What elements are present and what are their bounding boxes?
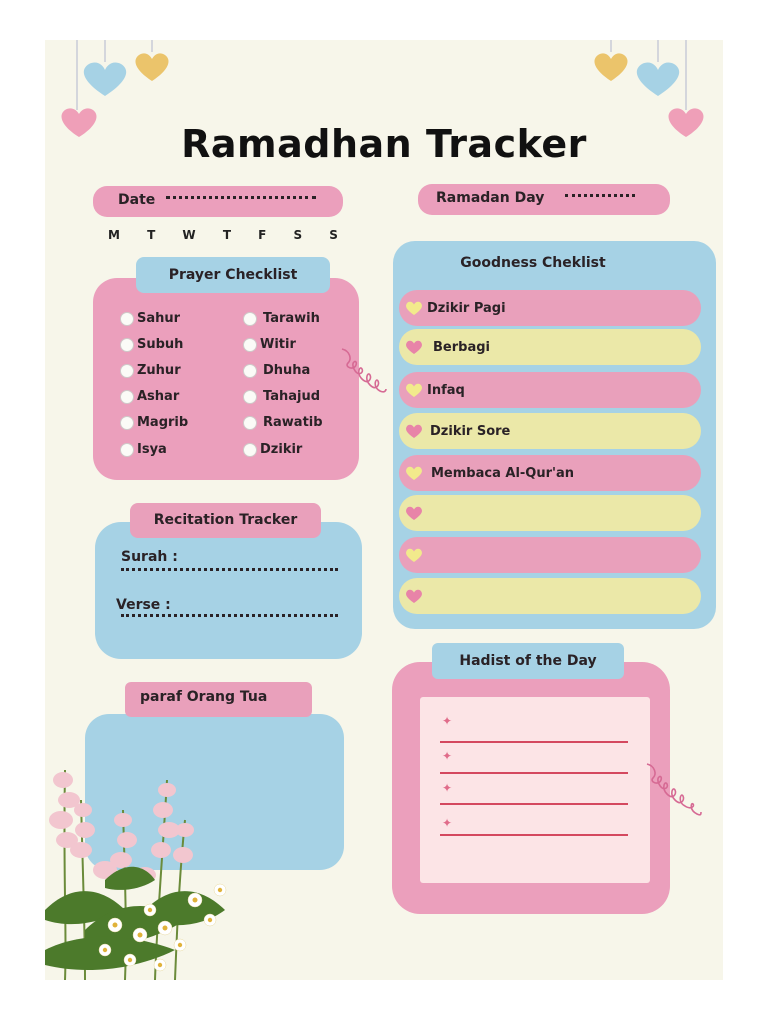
verse-label: Verse : [116, 597, 171, 613]
sparkle-icon: ✦ [442, 714, 453, 728]
radio-button[interactable] [243, 390, 257, 404]
heart-icon [405, 465, 423, 481]
weekday-sat[interactable]: S [293, 228, 303, 242]
heart-icon [405, 300, 423, 316]
radio-button[interactable] [243, 312, 257, 326]
ramadan-day-label: Ramadan Day [436, 190, 545, 206]
weekday-mon[interactable]: M [108, 228, 120, 242]
weekday-thu[interactable]: T [222, 228, 231, 242]
sparkle-icon: ✦ [442, 781, 453, 795]
radio-button[interactable] [243, 443, 257, 457]
radio-button[interactable] [120, 364, 134, 378]
goodness-checklist-heading: Goodness Cheklist [460, 255, 606, 271]
radio-button[interactable] [243, 364, 257, 378]
prayer-item-rawatib[interactable]: Rawatib [243, 415, 323, 430]
squiggle-decoration [645, 760, 703, 820]
surah-label: Surah : [121, 549, 178, 565]
goodness-item-label: Infaq [427, 382, 465, 398]
goodness-item[interactable] [399, 578, 701, 614]
radio-button[interactable] [120, 443, 134, 457]
prayer-item-subuh[interactable]: Subuh [120, 337, 183, 352]
weekday-fri[interactable]: F [258, 228, 267, 242]
heart-icon [405, 339, 423, 355]
goodness-item[interactable] [399, 495, 701, 531]
goodness-item[interactable] [399, 455, 701, 491]
heart-icon [405, 505, 423, 521]
weekday-wed[interactable]: W [182, 228, 196, 242]
goodness-item-label: Membaca Al-Qur'an [431, 465, 575, 481]
goodness-item[interactable] [399, 413, 701, 449]
ramadan-day-field[interactable] [418, 184, 670, 215]
goodness-item[interactable] [399, 329, 701, 365]
hadist-note-paper[interactable] [420, 697, 650, 883]
page-title: Ramadhan Tracker [181, 122, 587, 166]
heart-icon [405, 588, 423, 604]
hadist-write-line [440, 834, 628, 836]
goodness-item[interactable] [399, 290, 701, 326]
hadist-write-line [440, 803, 628, 805]
prayer-item-witir[interactable]: Witir [243, 337, 296, 352]
radio-button[interactable] [120, 312, 134, 326]
radio-button[interactable] [120, 338, 134, 352]
radio-button[interactable] [243, 416, 257, 430]
weekday-sun[interactable]: S [329, 228, 338, 242]
heart-icon [405, 382, 423, 398]
squiggle-decoration [340, 345, 388, 397]
prayer-item-magrib[interactable]: Magrib [120, 415, 188, 430]
verse-input-line[interactable] [121, 614, 338, 617]
date-dotted-line [166, 196, 316, 199]
weekday-tue[interactable]: T [147, 228, 156, 242]
radio-button[interactable] [120, 416, 134, 430]
radio-button[interactable] [120, 390, 134, 404]
hadist-heading: Hadist of the Day [432, 643, 624, 679]
prayer-item-dzikir[interactable]: Dzikir [243, 442, 302, 457]
surah-input-line[interactable] [121, 568, 338, 571]
flower-bouquet-decoration [45, 760, 235, 980]
goodness-item-label: Dzikir Sore [430, 423, 511, 439]
weekday-selector [108, 228, 338, 242]
heart-icon [405, 423, 423, 439]
goodness-item[interactable] [399, 537, 701, 573]
recitation-tracker-heading: Recitation Tracker [130, 503, 321, 538]
date-label: Date [118, 192, 156, 208]
recitation-tracker-panel [95, 522, 362, 659]
hadist-write-line [440, 741, 628, 743]
prayer-checklist-heading: Prayer Checklist [136, 257, 330, 293]
date-field[interactable] [93, 186, 343, 217]
sparkle-icon: ✦ [442, 749, 453, 763]
prayer-item-isya[interactable]: Isya [120, 442, 167, 457]
prayer-item-dhuha[interactable]: Dhuha [243, 363, 310, 378]
prayer-item-tahajud[interactable]: Tahajud [243, 389, 320, 404]
parent-signature-heading: paraf Orang Tua [125, 682, 312, 717]
goodness-item-label: Dzikir Pagi [427, 300, 506, 316]
hadist-write-line [440, 772, 628, 774]
prayer-item-ashar[interactable]: Ashar [120, 389, 179, 404]
goodness-item-label: Berbagi [433, 339, 490, 355]
heart-icon [405, 547, 423, 563]
sparkle-icon: ✦ [442, 816, 453, 830]
prayer-item-zuhur[interactable]: Zuhur [120, 363, 181, 378]
goodness-item[interactable] [399, 372, 701, 408]
radio-button[interactable] [243, 338, 257, 352]
prayer-item-sahur[interactable]: Sahur [120, 311, 180, 326]
ramadan-day-dotted-line [565, 194, 635, 197]
prayer-item-tarawih[interactable]: Tarawih [243, 311, 320, 326]
